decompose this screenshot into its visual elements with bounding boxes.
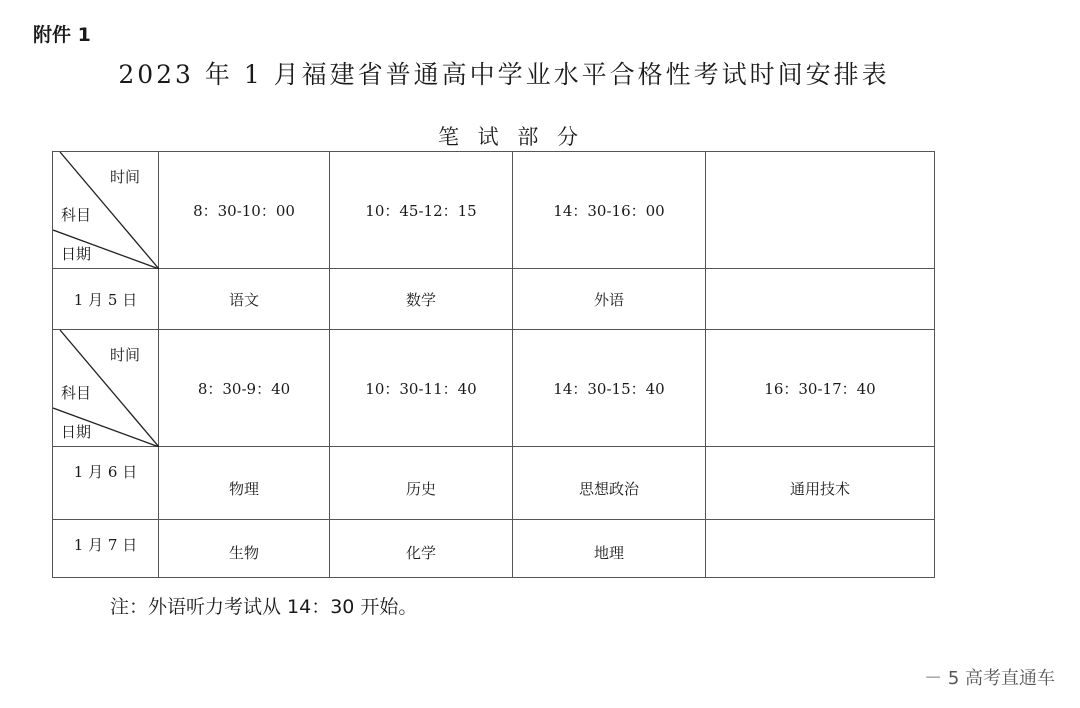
subject-cell (706, 447, 935, 520)
subject-label: 思想政治 (578, 480, 639, 498)
time-slot: 8：30-10：00 (159, 152, 330, 269)
subject-cell (330, 520, 513, 578)
header-label-subject: 科目 (61, 384, 92, 402)
header-label-date: 日期 (61, 245, 92, 263)
schedule-table (52, 151, 935, 578)
time-slot: 14：30-16：00 (513, 152, 706, 269)
subject-cell (513, 447, 706, 520)
subject-label: 地理 (593, 544, 624, 562)
subject-cell: 语文 (159, 269, 330, 330)
date-cell: 1 月 5 日 (53, 269, 159, 330)
header-label-subject: 科目 (61, 206, 92, 224)
schedule-row-jan7 (53, 520, 935, 578)
time-header-row-2 (53, 330, 935, 447)
subject-label: 物理 (228, 480, 259, 498)
diagonal-header-cell (53, 330, 159, 447)
date-label: 1 月 6 日 (73, 463, 138, 481)
time-slot: 10：45-12：15 (330, 152, 513, 269)
date-label: 1 月 7 日 (73, 536, 138, 554)
schedule-row-jan6 (53, 447, 935, 520)
subject-label: 通用技术 (789, 480, 850, 498)
header-label-date: 日期 (61, 423, 92, 441)
time-slot: 8：30-9：40 (159, 330, 330, 447)
time-header-row-1 (53, 152, 935, 269)
subject-cell (159, 520, 330, 578)
subject-cell: 数学 (330, 269, 513, 330)
subject-label: 化学 (405, 544, 436, 562)
attachment-label: 附件 1 (33, 24, 91, 46)
subject-cell (706, 269, 935, 330)
time-slot: 10：30-11：40 (330, 330, 513, 447)
footnote: 注：外语听力考试从 14：30 开始。 (110, 596, 418, 618)
subject-cell (330, 447, 513, 520)
date-cell (53, 520, 159, 578)
diagonal-header-cell (53, 152, 159, 269)
subject-cell: 外语 (513, 269, 706, 330)
time-slot: 16：30-17：40 (706, 330, 935, 447)
header-label-time: 时间 (109, 168, 140, 186)
schedule-row-jan5 (53, 269, 935, 330)
time-slot: 14：30-15：40 (513, 330, 706, 447)
subject-label: 生物 (228, 544, 259, 562)
section-title: 笔 试 部 分 (437, 125, 585, 149)
time-slot (706, 152, 935, 269)
page-footer: － 5 高考直通车 (924, 668, 1055, 689)
header-label-time: 时间 (109, 346, 140, 364)
subject-cell (513, 520, 706, 578)
subject-cell (706, 520, 935, 578)
subject-label: 历史 (405, 480, 436, 498)
subject-cell (159, 447, 330, 520)
date-cell (53, 447, 159, 520)
page-title: 2023 年 1 月福建省普通高中学业水平合格性考试时间安排表 (118, 60, 890, 89)
